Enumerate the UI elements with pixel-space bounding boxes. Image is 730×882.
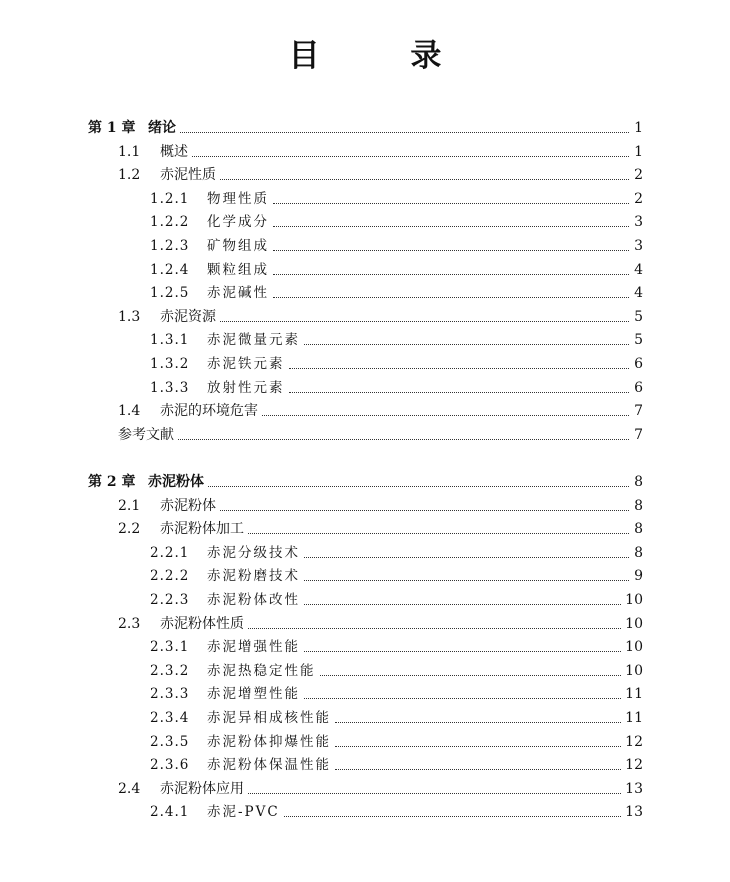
dot-leader — [289, 368, 630, 369]
toc-entry-number: 2.3.3 — [150, 686, 190, 703]
toc-entry-number: 1.2.5 — [150, 285, 190, 302]
toc-entry-page: 8 — [634, 544, 643, 561]
toc-entry — [150, 541, 643, 563]
toc-entry-title: 赤泥粉体 — [160, 497, 216, 514]
toc-entry — [150, 234, 643, 256]
toc-entry-page: 10 — [625, 615, 643, 632]
dot-leader — [304, 557, 629, 558]
toc-entry-page: 3 — [634, 214, 643, 231]
toc-entry-number: 2.3.1 — [150, 639, 190, 656]
toc-entry-page: 8 — [634, 474, 643, 490]
toc-entry-page: 12 — [625, 757, 643, 774]
dot-leader — [180, 132, 629, 133]
toc-entry-title: 赤泥粉体改性 — [207, 592, 300, 608]
toc-entry-number: 1.3.2 — [150, 356, 190, 372]
toc-entry-title: 赤泥资源 — [160, 308, 216, 325]
dot-leader — [248, 533, 629, 534]
toc-entry — [150, 328, 643, 350]
toc-entry-page: 8 — [634, 521, 643, 538]
toc-entry — [118, 163, 643, 185]
toc-entry-page: 8 — [634, 497, 643, 514]
page-title: 目 录 — [288, 38, 482, 74]
dot-leader — [335, 746, 621, 747]
toc-entry-number: 1.3 — [118, 308, 141, 325]
toc-entry — [150, 706, 643, 728]
dot-leader — [248, 793, 621, 794]
dot-leader — [335, 769, 621, 770]
toc-entry-title: 赤泥粉体应用 — [160, 780, 244, 797]
toc-entry-page: 13 — [625, 780, 643, 797]
toc-entry-page: 1 — [634, 120, 643, 136]
toc-entry — [150, 635, 643, 657]
toc-entry-title: 物理性质 — [207, 190, 269, 207]
toc-entry-number: 1.2.3 — [150, 238, 190, 254]
toc-entry-title: 赤泥微量元素 — [207, 332, 300, 349]
toc-entry-title: 赤泥增强性能 — [207, 639, 300, 656]
toc-entry-number: 2.3.6 — [150, 757, 190, 774]
dot-leader — [273, 297, 629, 298]
toc-entry — [118, 517, 643, 539]
dot-leader — [208, 486, 629, 487]
toc-entry-number: 第 1 章 — [88, 120, 136, 136]
dot-leader — [192, 156, 629, 157]
toc-entry-title: 概述 — [160, 143, 188, 160]
toc-entry-page: 4 — [634, 261, 643, 278]
dot-leader — [248, 628, 621, 629]
toc-entry-page: 2 — [634, 190, 643, 207]
toc-entry-number: 2.1 — [118, 497, 141, 514]
toc-entry-number: 1.4 — [118, 403, 141, 420]
toc-entry-page: 11 — [625, 686, 643, 703]
toc-entry-number: 2.2 — [118, 521, 141, 538]
toc-entry-title: 赤泥热稳定性能 — [207, 662, 316, 679]
toc-entry-title: 赤泥粉体抑爆性能 — [207, 733, 331, 750]
toc-entry-page: 11 — [625, 710, 643, 726]
toc-entry-title: 颗粒组成 — [207, 261, 269, 278]
toc-entry-page: 1 — [634, 143, 643, 160]
toc-entry — [150, 753, 643, 775]
toc-entry-title: 化学成分 — [207, 214, 269, 231]
dot-leader — [304, 698, 621, 699]
toc-entry-number: 2.2.2 — [150, 568, 190, 585]
toc-entry-number: 2.2.3 — [150, 592, 190, 608]
toc-entry-number: 1.1 — [118, 143, 141, 160]
toc-entry-number: 2.2.1 — [150, 544, 190, 561]
toc-entry-title: 赤泥性质 — [160, 167, 216, 184]
toc-entry-number: 第 2 章 — [88, 474, 136, 490]
toc-entry-number: 2.4 — [118, 780, 141, 797]
toc-entry-page: 6 — [634, 379, 643, 396]
toc-entry — [150, 352, 643, 374]
toc-entry-number: 1.3.3 — [150, 379, 190, 396]
dot-leader — [304, 580, 629, 581]
toc-entry-title: 参考文献 — [118, 426, 174, 443]
dot-leader — [273, 203, 629, 204]
dot-leader — [335, 722, 621, 723]
toc-entry-page: 6 — [634, 356, 643, 372]
toc-entry-title: 绪论 — [148, 120, 176, 136]
toc-entry-page: 10 — [625, 592, 643, 608]
toc-entry-number: 1.2 — [118, 167, 141, 184]
dot-leader — [220, 510, 629, 511]
toc-entry-title: 矿物组成 — [207, 238, 269, 254]
toc-entry — [118, 494, 643, 516]
dot-leader — [273, 226, 629, 227]
dot-leader — [220, 179, 629, 180]
toc-entry — [88, 470, 643, 492]
toc-entry — [118, 777, 643, 799]
toc-entry-page: 9 — [634, 568, 643, 585]
toc-entry-page: 12 — [625, 733, 643, 750]
toc-entry-number: 2.3.4 — [150, 710, 190, 726]
toc-entry-page: 10 — [625, 639, 643, 656]
toc-entry-title: 赤泥分级技术 — [207, 544, 300, 561]
dot-leader — [178, 439, 629, 440]
dot-leader — [304, 604, 621, 605]
toc-entry — [150, 659, 643, 681]
toc-entry — [118, 423, 643, 445]
dot-leader — [304, 651, 621, 652]
toc-entry-number: 1.2.1 — [150, 190, 190, 207]
toc-entry — [150, 187, 643, 209]
toc-entry — [88, 116, 643, 138]
toc-entry-number: 1.2.4 — [150, 261, 190, 278]
toc-entry-title: 赤泥铁元素 — [207, 356, 285, 372]
toc-entry-page: 5 — [634, 332, 643, 349]
toc-entry-page: 13 — [625, 804, 643, 821]
dot-leader — [320, 675, 622, 676]
toc-entry-title: 赤泥粉体 — [148, 474, 204, 490]
toc-entry-title: 赤泥粉体加工 — [160, 521, 244, 538]
toc-entry-title: 赤泥碱性 — [207, 285, 269, 302]
toc-entry — [150, 210, 643, 232]
dot-leader — [262, 415, 629, 416]
toc-entry-title: 放射性元素 — [207, 379, 285, 396]
toc-entry-title: 赤泥增塑性能 — [207, 686, 300, 703]
toc-entry — [150, 682, 643, 704]
toc-entry — [150, 730, 643, 752]
toc-entry-page: 5 — [634, 308, 643, 325]
toc-entry — [150, 564, 643, 586]
toc-entry — [118, 305, 643, 327]
toc-entry-title: 赤泥异相成核性能 — [207, 710, 331, 726]
toc-entry — [150, 376, 643, 398]
toc-entry — [150, 281, 643, 303]
toc-entry-number: 1.3.1 — [150, 332, 190, 349]
dot-leader — [304, 344, 629, 345]
toc-entry-title: 赤泥粉体保温性能 — [207, 757, 331, 774]
toc-entry-title: 赤泥粉体性质 — [160, 615, 244, 632]
toc-entry-page: 10 — [625, 662, 643, 679]
toc-entry-page: 4 — [634, 285, 643, 302]
toc-entry-page: 2 — [634, 167, 643, 184]
toc-entry — [150, 800, 643, 822]
dot-leader — [284, 816, 621, 817]
toc-entry-number: 2.3 — [118, 615, 141, 632]
dot-leader — [273, 250, 629, 251]
toc-entry — [118, 612, 643, 634]
toc-entry-page: 3 — [634, 238, 643, 254]
toc-entry-page: 7 — [634, 403, 643, 420]
toc-entry-title: 赤泥-PVC — [207, 804, 280, 821]
dot-leader — [220, 321, 629, 322]
toc-entry — [118, 399, 643, 421]
toc-entry-page: 7 — [634, 426, 643, 443]
toc-entry-number: 2.3.2 — [150, 662, 190, 679]
dot-leader — [289, 392, 630, 393]
toc-entry-title: 赤泥粉磨技术 — [207, 568, 300, 585]
toc-entry-number: 2.4.1 — [150, 804, 190, 821]
toc-entry — [150, 258, 643, 280]
dot-leader — [273, 274, 629, 275]
toc-entry — [150, 588, 643, 610]
toc-entry — [118, 140, 643, 162]
toc-entry-number: 2.3.5 — [150, 733, 190, 750]
toc-entry-number: 1.2.2 — [150, 214, 190, 231]
toc-entry-title: 赤泥的环境危害 — [160, 403, 258, 420]
